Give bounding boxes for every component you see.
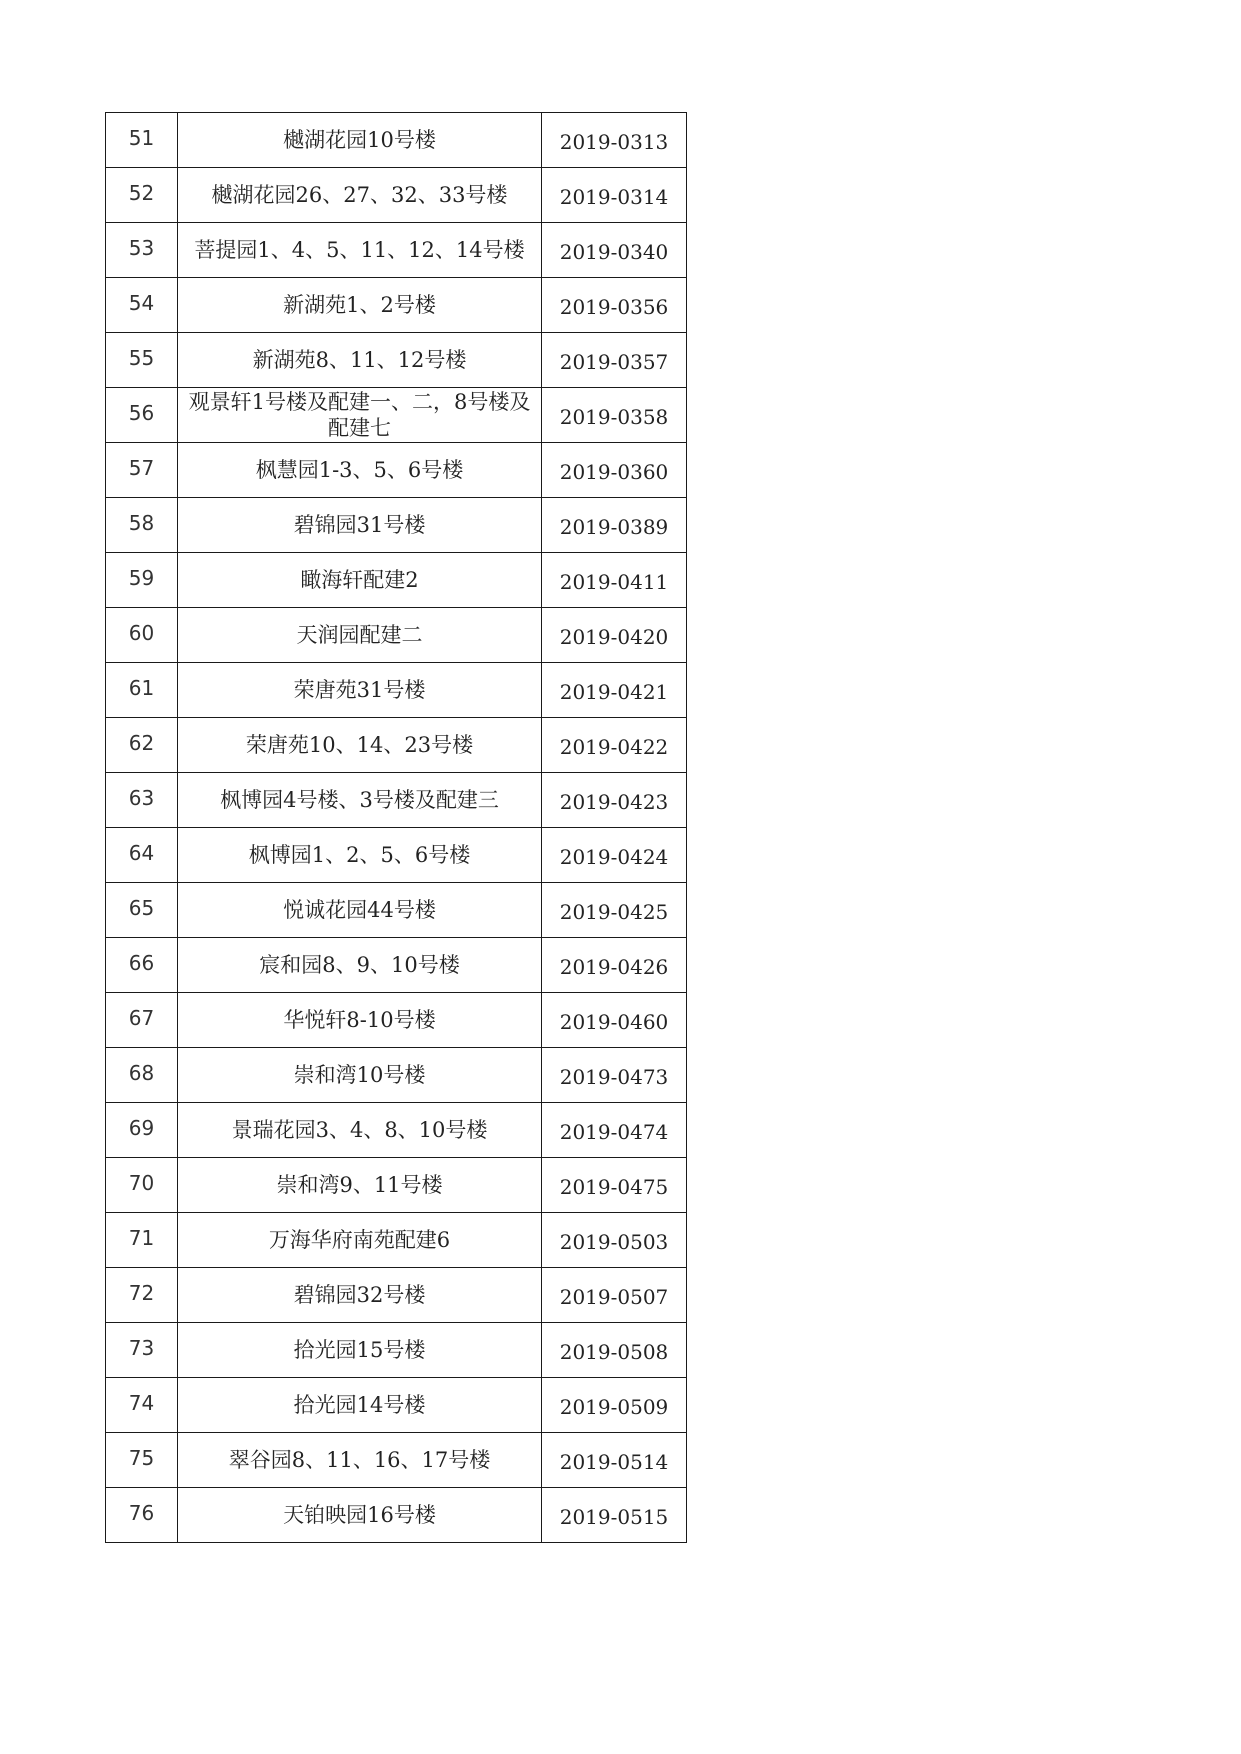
table-row [106, 773, 687, 828]
row-number: 54 [106, 278, 178, 333]
table-row [106, 1378, 687, 1433]
record-code: 2019-0420 [542, 608, 687, 663]
record-code: 2019-0313 [542, 113, 687, 168]
row-number: 62 [106, 718, 178, 773]
record-code: 2019-0475 [542, 1158, 687, 1213]
row-number: 61 [106, 663, 178, 718]
project-name: 崇和湾10号楼 [178, 1048, 542, 1103]
project-name: 天润园配建二 [178, 608, 542, 663]
project-name: 华悦轩8-10号楼 [178, 993, 542, 1048]
project-name: 碧锦园32号楼 [178, 1268, 542, 1323]
project-name: 瞰海轩配建2 [178, 553, 542, 608]
row-number: 52 [106, 168, 178, 223]
project-name: 翠谷园8、11、16、17号楼 [178, 1433, 542, 1488]
project-name: 菩提园1、4、5、11、12、14号楼 [178, 223, 542, 278]
record-code: 2019-0340 [542, 223, 687, 278]
row-number: 53 [106, 223, 178, 278]
project-name: 悦诚花园44号楼 [178, 883, 542, 938]
row-number: 68 [106, 1048, 178, 1103]
table-row [106, 223, 687, 278]
row-number: 75 [106, 1433, 178, 1488]
project-name: 宸和园8、9、10号楼 [178, 938, 542, 993]
row-number: 73 [106, 1323, 178, 1378]
row-number: 72 [106, 1268, 178, 1323]
project-name: 碧锦园31号楼 [178, 498, 542, 553]
record-code: 2019-0426 [542, 938, 687, 993]
record-code: 2019-0360 [542, 443, 687, 498]
table-row [106, 113, 687, 168]
table-row [106, 1213, 687, 1268]
table-row [106, 278, 687, 333]
row-number: 55 [106, 333, 178, 388]
row-number: 66 [106, 938, 178, 993]
row-number: 64 [106, 828, 178, 883]
table-row [106, 498, 687, 553]
project-name: 枫慧园1-3、5、6号楼 [178, 443, 542, 498]
record-code: 2019-0460 [542, 993, 687, 1048]
record-code: 2019-0314 [542, 168, 687, 223]
table-row [106, 938, 687, 993]
record-code: 2019-0389 [542, 498, 687, 553]
table-row [106, 828, 687, 883]
row-number: 71 [106, 1213, 178, 1268]
record-code: 2019-0503 [542, 1213, 687, 1268]
record-code: 2019-0508 [542, 1323, 687, 1378]
table-row [106, 1433, 687, 1488]
row-number: 59 [106, 553, 178, 608]
record-code: 2019-0411 [542, 553, 687, 608]
row-number: 57 [106, 443, 178, 498]
records-table [105, 112, 687, 1543]
project-name: 拾光园14号楼 [178, 1378, 542, 1433]
row-number: 76 [106, 1488, 178, 1543]
project-name: 枫博园1、2、5、6号楼 [178, 828, 542, 883]
project-name: 天铂映园16号楼 [178, 1488, 542, 1543]
table-row [106, 1158, 687, 1213]
record-code: 2019-0356 [542, 278, 687, 333]
table-row [106, 1323, 687, 1378]
record-code: 2019-0507 [542, 1268, 687, 1323]
records-table-body [106, 113, 687, 1543]
project-name: 新湖苑8、11、12号楼 [178, 333, 542, 388]
record-code: 2019-0423 [542, 773, 687, 828]
row-number: 74 [106, 1378, 178, 1433]
record-code: 2019-0422 [542, 718, 687, 773]
table-row [106, 718, 687, 773]
row-number: 60 [106, 608, 178, 663]
table-row [106, 553, 687, 608]
row-number: 51 [106, 113, 178, 168]
row-number: 56 [106, 388, 178, 443]
project-name: 荣唐苑31号楼 [178, 663, 542, 718]
table-row [106, 443, 687, 498]
row-number: 63 [106, 773, 178, 828]
project-name: 樾湖花园10号楼 [178, 113, 542, 168]
table-row [106, 168, 687, 223]
project-name: 崇和湾9、11号楼 [178, 1158, 542, 1213]
record-code: 2019-0473 [542, 1048, 687, 1103]
record-code: 2019-0509 [542, 1378, 687, 1433]
project-name: 万海华府南苑配建6 [178, 1213, 542, 1268]
row-number: 69 [106, 1103, 178, 1158]
record-code: 2019-0424 [542, 828, 687, 883]
record-code: 2019-0425 [542, 883, 687, 938]
record-code: 2019-0358 [542, 388, 687, 443]
record-code: 2019-0357 [542, 333, 687, 388]
record-code: 2019-0515 [542, 1488, 687, 1543]
row-number: 65 [106, 883, 178, 938]
record-code: 2019-0474 [542, 1103, 687, 1158]
row-number: 58 [106, 498, 178, 553]
project-name: 新湖苑1、2号楼 [178, 278, 542, 333]
table-row [106, 1103, 687, 1158]
table-row [106, 663, 687, 718]
table-row [106, 333, 687, 388]
project-name: 荣唐苑10、14、23号楼 [178, 718, 542, 773]
row-number: 70 [106, 1158, 178, 1213]
row-number: 67 [106, 993, 178, 1048]
table-row [106, 883, 687, 938]
table-row [106, 388, 687, 443]
record-code: 2019-0421 [542, 663, 687, 718]
record-code: 2019-0514 [542, 1433, 687, 1488]
table-row [106, 1048, 687, 1103]
table-row [106, 993, 687, 1048]
project-name: 观景轩1号楼及配建一、二，8号楼及配建七 [178, 388, 542, 443]
project-name: 樾湖花园26、27、32、33号楼 [178, 168, 542, 223]
table-row [106, 1268, 687, 1323]
table-row [106, 608, 687, 663]
project-name: 拾光园15号楼 [178, 1323, 542, 1378]
project-name: 枫博园4号楼、3号楼及配建三 [178, 773, 542, 828]
project-name: 景瑞花园3、4、8、10号楼 [178, 1103, 542, 1158]
table-row [106, 1488, 687, 1543]
